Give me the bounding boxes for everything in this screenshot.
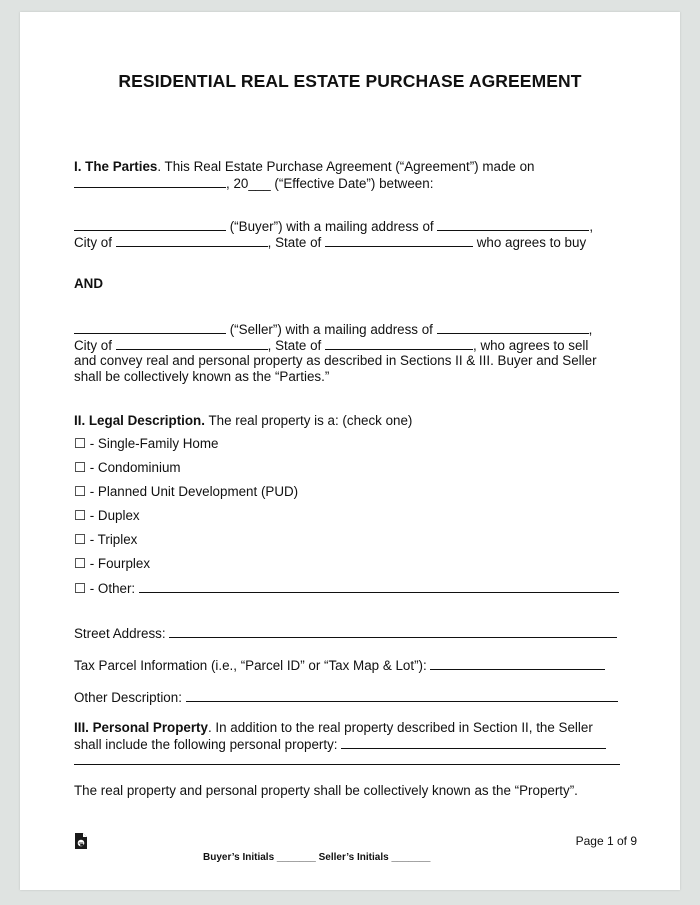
seller-state-label: , State of	[267, 338, 325, 353]
document-page	[20, 12, 680, 890]
personal-line-1-text: . In addition to the real property described in Section II, the Seller	[207, 720, 593, 735]
personal-line-1	[74, 720, 593, 736]
option-label: - Planned Unit Development (PUD)	[89, 484, 299, 499]
agreement-date-field[interactable]	[74, 175, 226, 188]
property-summary: The real property and personal property shall be collectively known as the “Property”.	[74, 783, 578, 798]
option-pud[interactable]	[74, 484, 298, 500]
option-label: - Triplex	[89, 532, 138, 547]
personal-property-field-2[interactable]	[74, 764, 620, 765]
parties-line-1	[74, 159, 534, 175]
effective-date-text: , 20___ (“Effective Date”) between:	[226, 176, 434, 191]
page-number: Page 1 of 9	[575, 834, 637, 848]
personal-line-2	[74, 736, 606, 753]
seller-agrees-text: , who agrees to sell	[473, 338, 589, 353]
option-duplex[interactable]	[74, 508, 140, 524]
option-label: - Condominium	[89, 460, 181, 475]
legal-heading-line	[74, 413, 412, 429]
option-other[interactable]	[74, 580, 619, 597]
personal-line-2-text: shall include the following personal property:	[74, 737, 342, 752]
checkbox-icon[interactable]: ☐	[74, 436, 87, 451]
checkbox-icon[interactable]: ☐	[74, 581, 87, 596]
other-description-line	[74, 689, 618, 706]
buyer-line: (“Buyer”) with a mailing address of ,	[74, 218, 593, 235]
street-address-label: Street Address:	[74, 626, 170, 641]
buyer-address-field[interactable]	[437, 218, 589, 231]
option-triplex[interactable]	[74, 532, 137, 548]
legal-intro: The real property is a: (check one)	[204, 413, 413, 428]
document-title: RESIDENTIAL REAL ESTATE PURCHASE AGREEMENT	[118, 71, 582, 91]
legal-heading: II. Legal Description.	[74, 413, 205, 428]
option-condominium[interactable]	[74, 460, 181, 476]
other-description-label: Other Description:	[74, 690, 186, 705]
parties-line-2	[74, 175, 433, 192]
street-address-field[interactable]	[169, 625, 617, 638]
seller-state-field[interactable]	[325, 337, 473, 350]
seller-line: (“Seller”) with a mailing address of ,	[74, 321, 592, 338]
parties-intro: . This Real Estate Purchase Agreement (“Agreement”) made on	[157, 159, 535, 174]
option-label: - Fourplex	[89, 556, 151, 571]
buyer-city-field[interactable]	[116, 234, 268, 247]
seller-city-label: City of	[74, 338, 116, 353]
seller-city-field[interactable]	[116, 337, 268, 350]
convey-line: and convey real and personal property as described in Sections II & III. Buyer and Seller	[74, 353, 597, 368]
buyer-label: (“Buyer”) with a mailing address of	[226, 219, 438, 234]
street-address-line	[74, 625, 617, 642]
checkbox-icon[interactable]: ☐	[74, 484, 87, 499]
buyer-name-field[interactable]	[74, 218, 226, 231]
buyer-state-label: , State of	[267, 235, 325, 250]
collective-line: shall be collectively known as the “Parties.”	[74, 369, 330, 384]
document-logo-icon	[74, 832, 88, 850]
tax-parcel-line	[74, 657, 605, 674]
other-type-field[interactable]	[139, 580, 619, 593]
option-fourplex[interactable]	[74, 556, 150, 572]
option-label: - Duplex	[89, 508, 140, 523]
seller-label: (“Seller”) with a mailing address of	[226, 322, 437, 337]
buyer-agrees-text: who agrees to buy	[473, 235, 587, 250]
seller-name-field[interactable]	[74, 321, 226, 334]
option-label: - Other:	[89, 581, 139, 596]
and-separator: AND	[74, 276, 104, 291]
parties-heading: I. The Parties	[74, 159, 158, 174]
tax-parcel-label: Tax Parcel Information (i.e., “Parcel ID” or “Tax Map & Lot”):	[74, 658, 431, 673]
checkbox-icon[interactable]: ☐	[74, 460, 87, 475]
seller-city-line	[74, 337, 588, 354]
seller-initials[interactable]: Seller’s Initials _______	[318, 852, 431, 863]
checkbox-icon[interactable]: ☐	[74, 508, 87, 523]
buyer-city-label: City of	[74, 235, 116, 250]
tax-parcel-field[interactable]	[430, 657, 605, 670]
option-single-family[interactable]	[74, 436, 218, 452]
option-label: - Single-Family Home	[89, 436, 219, 451]
initials-line	[203, 852, 430, 863]
personal-property-field[interactable]	[341, 736, 606, 749]
buyer-city-line	[74, 234, 586, 251]
personal-heading: III. Personal Property	[74, 720, 208, 735]
checkbox-icon[interactable]: ☐	[74, 532, 87, 547]
seller-address-field[interactable]	[437, 321, 589, 334]
buyer-initials[interactable]: Buyer’s Initials _______	[203, 852, 316, 863]
other-description-field[interactable]	[186, 689, 618, 702]
buyer-state-field[interactable]	[325, 234, 473, 247]
checkbox-icon[interactable]: ☐	[74, 556, 87, 571]
